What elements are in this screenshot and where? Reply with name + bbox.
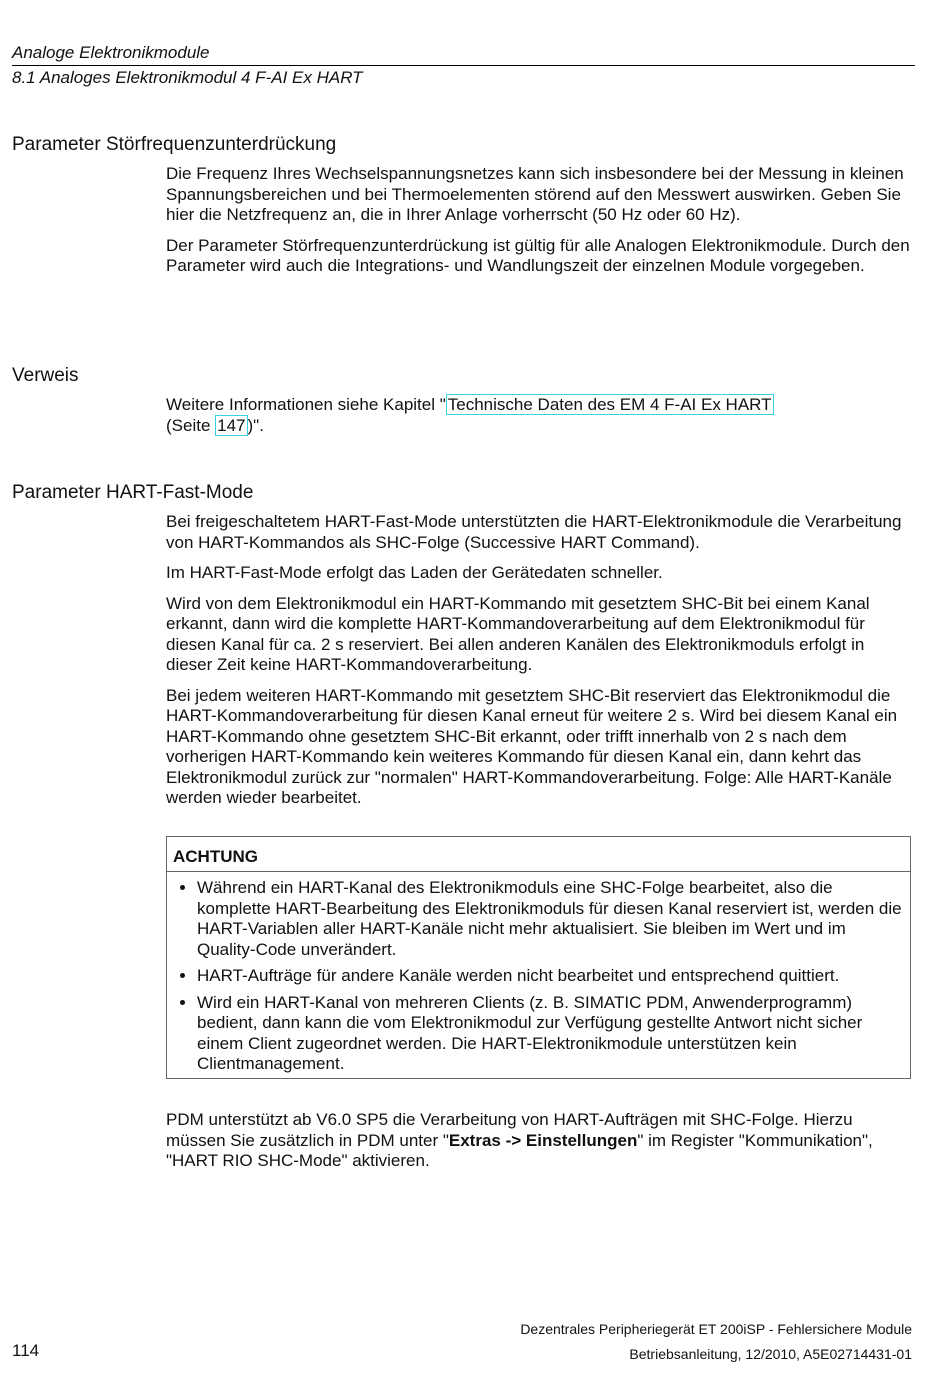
footer-doc-info: Betriebsanleitung, 12/2010, A5E02714431-01 xyxy=(629,1346,912,1362)
section-body-hart-fast-mode xyxy=(166,512,914,819)
header-section: 8.1 Analoges Elektronikmodul 4 F-AI Ex HART xyxy=(12,68,363,87)
header-chapter: Analoge Elektronikmodule xyxy=(12,43,210,62)
section-body-verweis xyxy=(166,395,914,446)
paragraph: Bei freigeschaltetem HART-Fast-Mode unterstützten die HART-Elektronikmodule die Verarbeitung von HART-Kommandos als SHC-Folge (Successive HART Command). xyxy=(166,512,902,552)
paragraph-text: PDM unterstützt ab V6.0 SP5 die Verarbeitung von HART-Aufträgen mit SHC-Folge. Hierzu müssen Sie zusätzlich in PDM unter " xyxy=(166,1110,853,1150)
menu-path: Extras -> Einstellungen xyxy=(448,1130,638,1150)
section-title-hart-fast-mode: Parameter HART-Fast-Mode xyxy=(12,482,254,503)
page-number: 114 xyxy=(12,1341,40,1360)
paragraph: Bei jedem weiteren HART-Kommando mit gesetztem SHC-Bit reserviert das Elektronikmodul die HART-Kommandoverarbeitung für diesen Kanal erneut für weitere 2 s. Wird bei diesem Kanal ein HART-Kommando ohne gesetztem SHC-Bit erkannt, oder trifft innerhalb von 2 s nach dem vorherigen HART-Kommando kein weiteres Kommando für diesen Kanal ein, dann kehrt das Elektronikmodul zurück zur "normalen" HART-Kommandoverarbeitung. Folge: Alle HART-Kanäle werden wieder bearbeitet. xyxy=(166,685,898,807)
list-item: • Während ein HART-Kanal des Elektronikmoduls eine SHC-Folge bearbeitet, also die komplette HART-Bearbeitung des Elektronikmoduls für diesen Kanal reserviert ist, werden die HART-Variablen aller HART-Kanäle nicht mehr aktualisiert. Sie bleiben im Wert und im Quality-Code unverändert. xyxy=(197,878,902,960)
paragraph xyxy=(166,1110,914,1172)
list-item: • Wird ein HART-Kanal von mehreren Clients (z. B. SIMATIC PDM, Anwenderprogramm) bedient, dann kann die vom Elektronikmodul zur Verfügung gestellte Antwort nicht sicher einem Client zugeordnet werden. Die HART-Elektronikmodule unterstützen kein Clientmanagement. xyxy=(197,993,902,1075)
notice-title: ACHTUNG xyxy=(167,837,910,872)
list-item: • HART-Aufträge für andere Kanäle werden nicht bearbeitet und entsprechend quittiert. xyxy=(197,966,902,987)
running-header xyxy=(12,42,915,89)
reference-paragraph xyxy=(166,395,914,436)
paragraph-text: " im Register "Kommunikation", "HART RIO SHC-Mode" aktivieren. xyxy=(166,1130,873,1170)
final-paragraph-block xyxy=(166,1110,914,1182)
reference-text: (Seite xyxy=(166,415,216,435)
paragraph: Die Frequenz Ihres Wechselspannungsnetzes kann sich insbesondere bei der Messung in kleinen Spannungsbereichen und bei Thermoelementen störend auf den Messwert auswirken. Geben Sie hier die Netzfrequenz an, die in Ihrer Anlage vorherrscht (50 Hz oder 60 Hz). xyxy=(166,164,904,224)
chapter-link[interactable]: Technische Daten des EM 4 F-AI Ex HART xyxy=(447,395,772,414)
reference-text: )". xyxy=(247,415,264,435)
footer-doc-title: Dezentrales Peripheriegerät ET 200iSP - Fehlersichere Module xyxy=(520,1321,912,1337)
paragraph: Wird von dem Elektronikmodul ein HART-Kommando mit gesetztem SHC-Bit bei einem Kanal erkannt, dann wird die komplette HART-Kommandoverarbeitung auf dem Elektronikmodul für diesen Kanal für ca. 2 s reserviert. Bei allen anderen Kanälen des Elektronikmoduls erfolgt in dieser Zeit keine HART-Kommandoverarbeitung. xyxy=(166,593,870,674)
header-rule xyxy=(12,65,915,66)
page-link[interactable]: 147 xyxy=(217,415,246,435)
notice-box xyxy=(166,836,911,1079)
section-title-verweis: Verweis xyxy=(12,365,79,386)
paragraph: Im HART-Fast-Mode erfolgt das Laden der Gerätedaten schneller. xyxy=(166,563,663,582)
section-body-stoerfrequenz xyxy=(166,164,914,287)
notice-list xyxy=(167,872,910,1075)
reference-text: Weitere Informationen siehe Kapitel " xyxy=(166,395,446,414)
section-title-stoerfrequenz: Parameter Störfrequenzunterdrückung xyxy=(12,134,337,155)
paragraph: Der Parameter Störfrequenzunterdrückung ist gültig für alle Analogen Elektronikmodule. Durch den Parameter wird auch die Integrations- und Wandlungszeit der einzelnen Module vorgegeben. xyxy=(166,235,910,275)
